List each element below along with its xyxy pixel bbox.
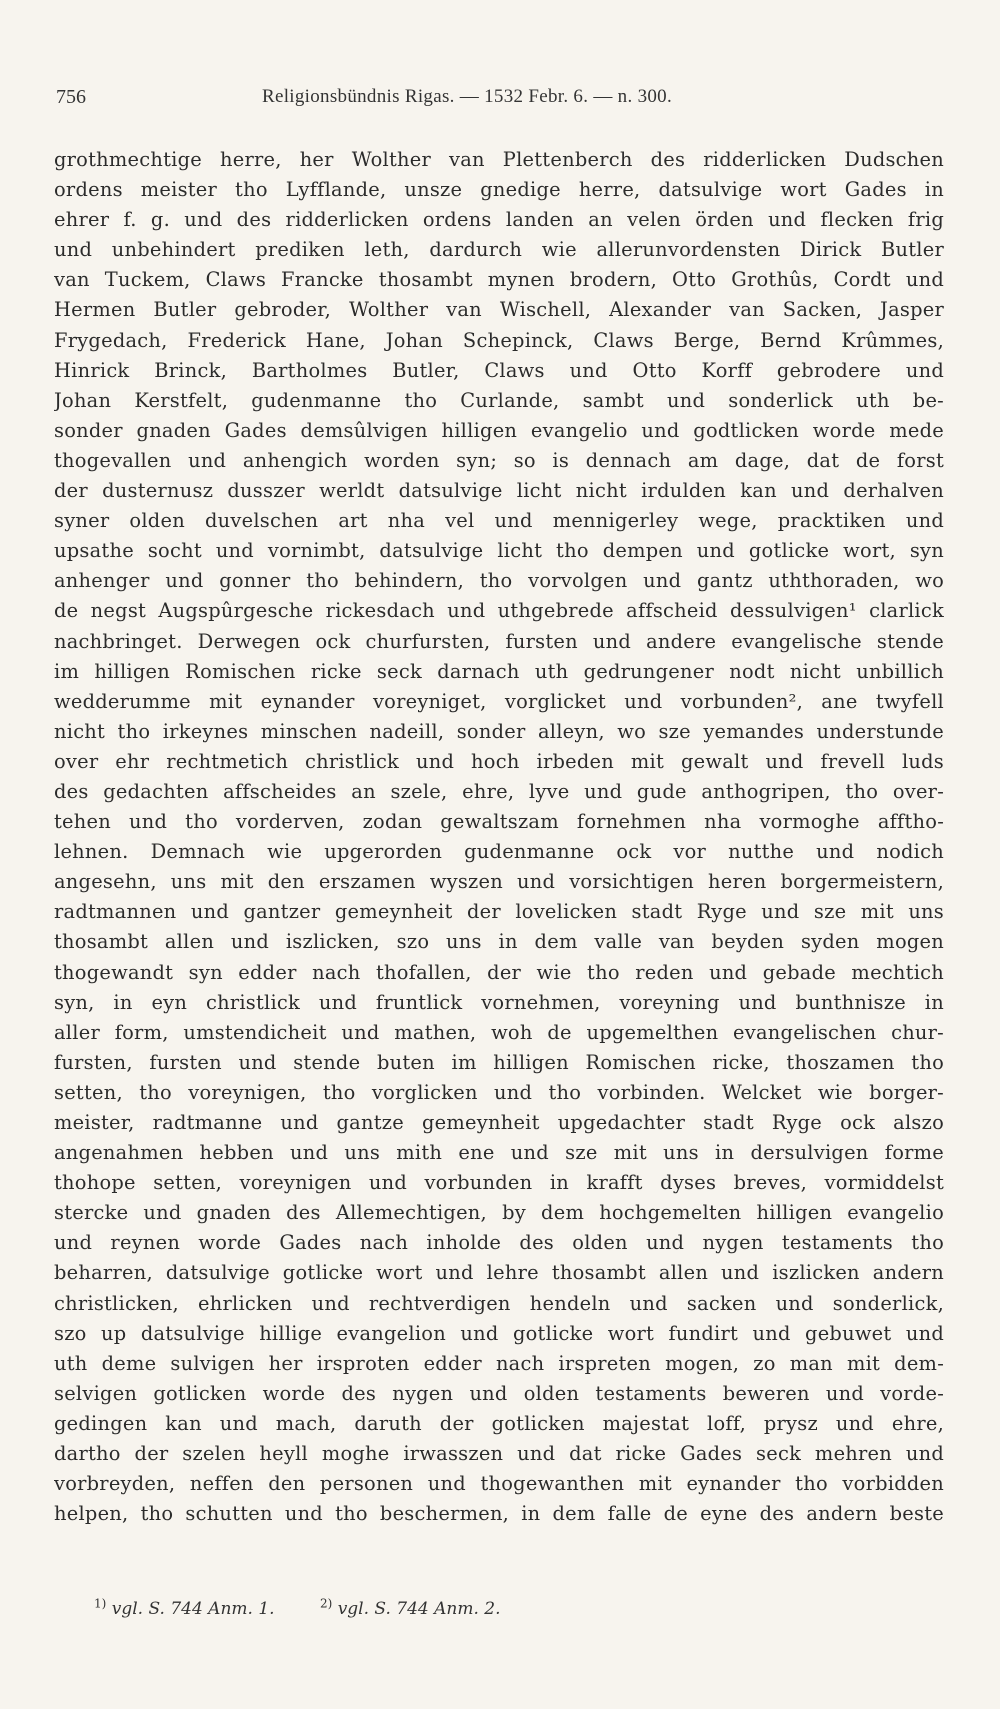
text-line: setten, tho voreynigen, tho vorglicken und tho vorbinden. Welcket wie borger- xyxy=(54,1080,944,1104)
text-line: ehrer f. g. und des ridderlicken ordens landen an velen örden und flecken frig xyxy=(54,208,944,232)
text-line: des gedachten affscheides an szele, ehre, lyve und gude anthogripen, tho over- xyxy=(54,779,944,803)
text-line: over ehr rechtmetich christlick und hoch irbeden mit gewalt und frevell luds xyxy=(54,749,944,773)
text-line: dartho der szelen heyll moghe irwasszen und dat ricke Gades seck mehren und xyxy=(54,1442,944,1466)
text-line: selvigen gotlicken worde des nygen und olden testaments beweren und vorde- xyxy=(54,1381,944,1405)
text-line: szo up datsulvige hillige evangelion und gotlicke wort fundirt und gebuwet und xyxy=(54,1321,944,1345)
text-line: Johan Kerstfelt, gudenmanne tho Curlande, sambt und sonderlick uth be- xyxy=(54,388,944,412)
text-line: im hilligen Romischen ricke seck darnach uth gedrungener nodt nicht unbillich xyxy=(54,659,944,683)
text-line: lehnen. Demnach wie upgerorden gudenmanne ock vor nutthe und nodich xyxy=(54,840,944,864)
text-line: syner olden duvelschen art nha vel und mennigerley wege, pracktiken und xyxy=(54,509,944,533)
footnote-2: $^{2)}$ vgl. S. 744 Anm. 2. xyxy=(319,1596,501,1619)
text-line: und reynen worde Gades nach inholde des olden und nygen testaments tho xyxy=(54,1231,944,1255)
text-line: thosambt allen und iszlicken, szo uns in dem valle van beyden syden mogen xyxy=(54,930,944,954)
text-line: sonder gnaden Gades demsûlvigen hilligen evangelio und godtlicken worde mede xyxy=(54,418,944,442)
text-line: grothmechtige herre, her Wolther van Plettenberch des ridderlicken Dudschen xyxy=(54,148,944,171)
text-line: uth deme sulvigen her irsproten edder nach irspreten mogen, zo man mit dem- xyxy=(54,1351,944,1375)
text-line: nicht tho irkeynes minschen nadeill, sonder alleyn, wo sze yemandes understunde xyxy=(54,719,944,743)
text-line: thogewandt syn edder nach thofallen, der wie tho reden und gebade mechtich xyxy=(54,960,944,984)
text-line: van Tuckem, Claws Francke thosambt mynen brodern, Otto Grothûs, Cordt und xyxy=(54,268,944,292)
text-line: vorbreyden, neffen den personen und thogewanthen mit eynander tho vorbidden xyxy=(54,1472,944,1496)
text-line: helpen, tho schutten und tho beschermen, in dem falle de eyne des andern beste xyxy=(54,1502,944,1526)
footnotes xyxy=(94,1596,894,1619)
text-line: tehen und tho vorderven, zodan gewaltszam fornehmen nha vormoghe afftho- xyxy=(54,810,944,834)
text-line: beharren, datsulvige gotlicke wort und lehre thosambt allen und iszlicken andern xyxy=(54,1261,944,1285)
text-line: radtmannen und gantzer gemeynheit der lovelicken stadt Ryge und sze mit uns xyxy=(54,900,944,924)
text-line: und unbehindert prediken leth, dardurch wie allerunvordensten Dirick Butler xyxy=(54,238,944,262)
text-line: wedderumme mit eynander voreyniget, vorglicket und vorbunden², ane twyfell xyxy=(54,689,944,713)
text-line: angenahmen hebben und uns mith ene und sze mit uns in dersulvigen forme xyxy=(54,1141,944,1165)
footnote-1: $^{1)}$ vgl. S. 744 Anm. 1. xyxy=(94,1596,275,1619)
page-header xyxy=(52,86,952,114)
text-line: fursten, fursten und stende buten im hilligen Romischen ricke, thoszamen tho xyxy=(54,1050,944,1074)
text-line: de negst Augspûrgesche rickesdach und uthgebrede affscheid dessulvigen¹ clarlick xyxy=(54,599,944,623)
page-number: 756 xyxy=(56,86,86,108)
text-line: Hermen Butler gebroder, Wolther van Wischell, Alexander van Sacken, Jasper xyxy=(54,298,944,322)
text-line: christlicken, ehrlicken und rechtverdigen hendeln und sacken und sonderlick, xyxy=(54,1291,944,1315)
text-line: angesehn, uns mit den erszamen wyszen und vorsichtigen heren borgermeistern, xyxy=(54,870,944,894)
text-line: ordens meister tho Lyfflande, unsze gnedige herre, datsulvige wort Gades in xyxy=(54,178,944,202)
text-line: anhenger und gonner tho behindern, tho vorvolgen und gantz uththoraden, wo xyxy=(54,569,944,593)
text-line: stercke und gnaden des Allemechtigen, by dem hochgemelten hilligen evangelio xyxy=(54,1201,944,1225)
text-line: Frygedach, Frederick Hane, Johan Schepinck, Claws Berge, Bernd Krûmmes, xyxy=(54,328,944,352)
text-line: meister, radtmanne und gantze gemeynheit upgedachter stadt Ryge ock alszo xyxy=(54,1111,944,1134)
text-line: thogevallen und anhengich worden syn; so is dennach am dage, dat de forst xyxy=(54,448,944,472)
text-line: nachbringet. Derwegen ock churfursten, fursten und andere evangelische stende xyxy=(54,629,944,653)
text-line: upsathe socht und vornimbt, datsulvige licht tho dempen und gotlicke wort, syn xyxy=(54,539,944,563)
text-line: aller form, umstendicheit und mathen, woh de upgemelthen evangelischen chur- xyxy=(54,1020,944,1044)
text-line: der dusternusz dusszer werldt datsulvige licht nicht irdulden kan und derhalven xyxy=(54,479,944,503)
text-line: thohope setten, voreynigen und vorbunden in krafft dyses breves, vormiddelst xyxy=(54,1171,944,1195)
running-title: Religionsbündnis Rigas. — 1532 Febr. 6. — n. 300. xyxy=(262,86,673,107)
text-line: syn, in eyn christlick und fruntlick vornehmen, voreyning und bunthnisze in xyxy=(54,990,944,1014)
text-line: Hinrick Brinck, Bartholmes Butler, Claws und Otto Korff gebrodere und xyxy=(54,358,944,382)
text-line: gedingen kan und mach, daruth der gotlicken majestat loff, prysz und ehre, xyxy=(54,1411,944,1435)
body-text xyxy=(54,145,944,1529)
